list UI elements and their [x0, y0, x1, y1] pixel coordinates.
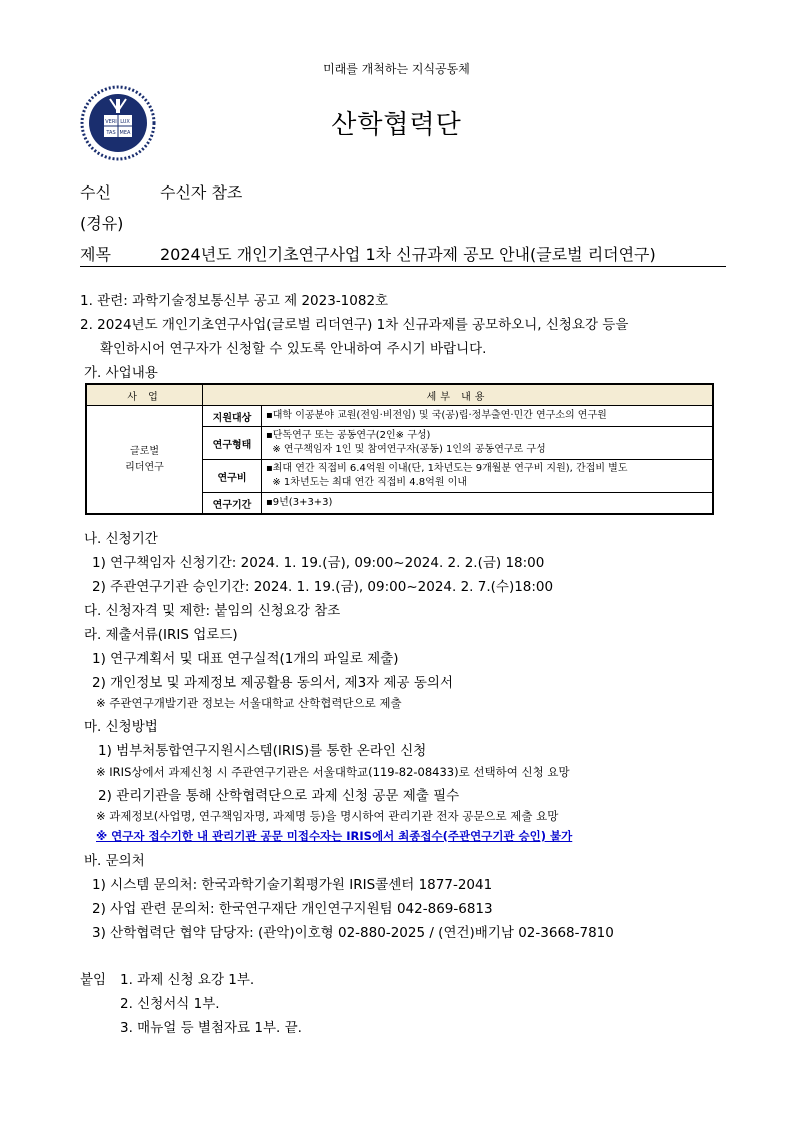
main-line-2: 확인하시어 연구자가 신청할 수 있도록 안내하여 주시기 바랍니다. [100, 341, 487, 357]
business-table [85, 383, 714, 515]
period-2: 2) 주관연구기관 승인기간: 2024. 1. 19.(금), 09:00~2024. 2. 7.(수)18:00 [92, 579, 554, 595]
method-2-warning: ※ 연구자 접수기한 내 관리기관 공문 미접수자는 IRIS에서 최종접수(주관연구기관 승인) 불가 [96, 829, 573, 843]
method-1: 1) 범부처통합연구지원시스템(IRIS)를 통한 온라인 신청 [98, 743, 427, 759]
attachment-1: 1. 과제 신청 요강 1부. [120, 972, 255, 988]
docs-note: ※ 주관연구개발기관 정보는 서울대학교 산학협력단으로 제출 [96, 696, 402, 710]
section-da: 다. 신청자격 및 제한: 붙임의 신청요강 참조 [84, 603, 341, 619]
subject-value: 2024년도 개인기초연구사업 1차 신규과제 공모 안내(글로벌 리더연구) [160, 245, 656, 264]
row-detail: ▪최대 연간 직접비 6.4억원 이내(단, 1차년도는 9개월분 연구비 지원), 간접비 별도 ※ 1차년도는 최대 연간 직접비 4.8억원 이내 [262, 460, 714, 493]
docs-1: 1) 연구계획서 및 대표 연구실적(1개의 파일로 제출) [92, 651, 399, 667]
method-1-note: ※ IRIS상에서 과제신청 시 주관연구기관은 서울대학교(119-82-08433)로 선택하여 신청 요망 [96, 765, 570, 779]
via-label: (경유) [80, 214, 124, 233]
table-category [86, 406, 203, 515]
to-value: 수신자 참조 [160, 183, 243, 202]
logo-text-lux: LUX [120, 119, 130, 125]
row-label: 연구형태 [203, 427, 262, 460]
section-ma: 마. 신청방법 [84, 719, 158, 735]
row-label: 지원대상 [203, 406, 262, 427]
header-divider [80, 266, 726, 267]
docs-2: 2) 개인정보 및 과제정보 제공활용 동의서, 제3자 제공 동의서 [92, 675, 454, 691]
contact-3: 3) 산학협력단 협약 담당자: (관악)이호형 02-880-2025 / (연건)배기남 02-3668-7810 [92, 925, 614, 941]
org-name: 산학협력단 [331, 110, 462, 140]
attachment-label: 붙임 [80, 972, 107, 988]
subject-label: 제목 [80, 245, 111, 264]
section-na: 나. 신청기간 [84, 531, 158, 547]
section-ra: 라. 제출서류(IRIS 업로드) [84, 627, 238, 643]
section-ba: 바. 문의처 [84, 853, 145, 869]
contact-2: 2) 사업 관련 문의처: 한국연구재단 개인연구지원팀 042-869-6813 [92, 901, 493, 917]
motto: 미래를 개척하는 지식공동체 [323, 62, 470, 76]
row-detail: ▪대학 이공분야 교원(전임·비전임) 및 국(공)립·정부출연·민간 연구소의 연구원 [262, 406, 714, 427]
table-head-biz: 사 업 [86, 384, 203, 406]
contact-1: 1) 시스템 문의처: 한국과학기술기획평가원 IRIS콜센터 1877-2041 [92, 877, 493, 893]
logo-text-veri: VERI [105, 119, 117, 125]
method-2-note: ※ 과제정보(사업명, 연구책임자명, 과제명 등)을 명시하여 관리기관 전자 공문으로 제출 요망 [96, 809, 559, 823]
period-1: 1) 연구책임자 신청기간: 2024. 1. 19.(금), 09:00~2024. 2. 2.(금) 18:00 [92, 555, 545, 571]
row-label: 연구기간 [203, 493, 262, 515]
category-line-2: 리더연구 [125, 461, 164, 473]
logo-text-mea: MEA [119, 130, 131, 136]
attachment-3: 3. 매뉴얼 등 별첨자료 1부. 끝. [120, 1020, 302, 1036]
to-label: 수신 [80, 183, 111, 202]
row-detail: ▪9년(3+3+3) [262, 493, 714, 515]
row-label: 연구비 [203, 460, 262, 493]
table-head-detail: 세부 내용 [203, 384, 714, 406]
row-detail: ▪단독연구 또는 공동연구(2인※ 구성) ※ 연구책임자 1인 및 참여연구자(공동) 1인의 공동연구로 구성 [262, 427, 714, 460]
category-line-1: 글로벌 [130, 445, 159, 457]
section-ga: 가. 사업내용 [84, 365, 158, 381]
main-line-1: 2. 2024년도 개인기초연구사업(글로벌 리더연구) 1차 신규과제를 공모하오니, 신청요강 등을 [80, 317, 629, 333]
related-line: 1. 관련: 과학기술정보통신부 공고 제 2023-1082호 [80, 293, 389, 309]
method-2: 2) 관리기관을 통해 산학협력단으로 과제 신청 공문 제출 필수 [98, 788, 460, 804]
logo-text-tas: TAS [106, 130, 116, 136]
attachment-2: 2. 신청서식 1부. [120, 996, 220, 1012]
